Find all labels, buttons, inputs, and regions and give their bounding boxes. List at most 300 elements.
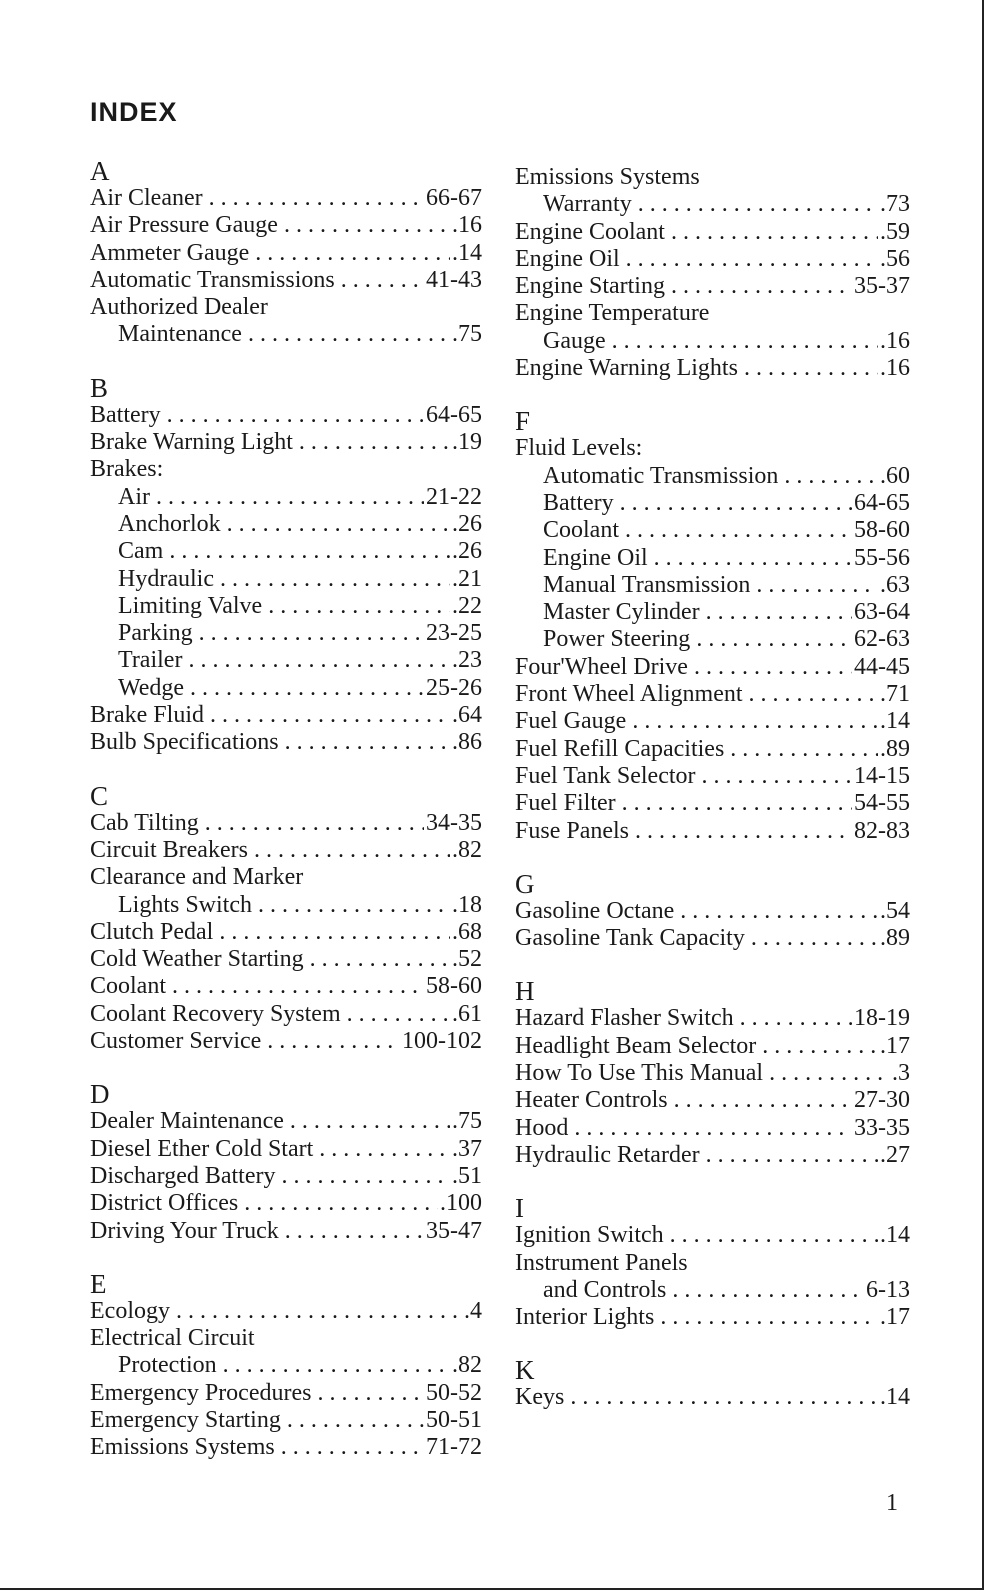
index-section (515, 1357, 910, 1411)
dot-leader (284, 212, 450, 239)
entry-label: Hood (515, 1114, 569, 1141)
index-entry (515, 1304, 910, 1331)
dot-leader (223, 1352, 450, 1379)
dot-leader (290, 1108, 450, 1135)
entry-page-ref: 18-19 (854, 1005, 910, 1032)
index-entry (90, 1325, 482, 1352)
entry-label: Hazard Flasher Switch (515, 1005, 734, 1032)
dot-leader (696, 626, 852, 653)
dot-leader (190, 675, 424, 702)
entry-label: Fuel Gauge (515, 708, 627, 735)
dot-leader (672, 1277, 864, 1304)
entry-label: Ammeter Gauge (90, 239, 250, 266)
dot-leader (625, 517, 852, 544)
dot-leader (281, 1434, 424, 1461)
index-entry (515, 763, 910, 790)
dot-leader (730, 736, 878, 763)
entry-label: Emergency Starting (90, 1406, 281, 1433)
entry-label: Fuel Tank Selector (515, 762, 696, 789)
entry-label: Coolant Recovery System (90, 1000, 341, 1027)
entry-page-ref: .27 (880, 1141, 910, 1168)
index-entry (515, 1033, 910, 1060)
index-entry (90, 240, 482, 267)
entry-label: Air Cleaner (90, 185, 203, 211)
entry-label: Brake Fluid (90, 702, 204, 729)
entry-page-ref: 25-26 (426, 674, 482, 701)
entry-page-ref: .21 (452, 565, 482, 592)
entry-label: Master Cylinder (543, 599, 700, 626)
entry-label: Circuit Breakers (90, 836, 248, 863)
index-entry (515, 708, 910, 735)
section-letter: F (515, 406, 531, 437)
entry-page-ref: 50-51 (426, 1406, 482, 1433)
entry-label: Cold Weather Starting (90, 946, 304, 973)
entry-page-ref: .14 (880, 708, 910, 735)
entry-label: Cam (118, 538, 164, 565)
entry-label: Engine Oil (543, 544, 648, 571)
dot-leader (620, 490, 852, 517)
index-entry (515, 1087, 910, 1114)
index-entry (90, 538, 482, 565)
entry-label: Electrical Circuit (90, 1325, 255, 1352)
dot-leader (210, 702, 450, 729)
index-section (90, 372, 482, 757)
dot-leader (209, 185, 424, 212)
section-letter: K (515, 1355, 535, 1386)
entry-label: Engine Coolant (515, 218, 665, 245)
index-entry (515, 1277, 910, 1304)
dot-leader (267, 1028, 400, 1055)
entry-label: Front Wheel Alignment (515, 681, 743, 708)
dot-leader (167, 402, 424, 429)
index-entry (515, 572, 910, 599)
index-entry (515, 1142, 910, 1169)
section-letter: E (90, 1268, 107, 1299)
dot-leader (635, 818, 852, 845)
entry-page-ref: 82-83 (854, 817, 910, 844)
entry-page-ref: 71-72 (426, 1434, 482, 1461)
index-section (515, 164, 910, 382)
section-letter: H (515, 976, 535, 1007)
dot-leader (660, 1304, 878, 1331)
entry-page-ref: 35-47 (426, 1217, 482, 1244)
entry-page-ref: 27-30 (854, 1087, 910, 1114)
entry-page-ref: 23-25 (426, 620, 482, 647)
dot-leader (769, 1060, 890, 1087)
entry-page-ref: 100-102 (402, 1028, 482, 1055)
dot-leader (756, 572, 878, 599)
index-entry (90, 919, 482, 946)
section-letter: A (90, 156, 110, 186)
index-entry (515, 355, 910, 382)
entry-label: Driving Your Truck (90, 1217, 279, 1244)
entry-label: Diesel Ether Cold Start (90, 1135, 314, 1162)
dot-leader (341, 267, 424, 294)
entry-page-ref: 63-64 (854, 599, 910, 626)
entry-label: Hydraulic Retarder (515, 1141, 700, 1168)
entry-page-ref: .82 (452, 1352, 482, 1379)
entry-page-ref: .64 (452, 702, 482, 729)
entry-label: Trailer (118, 647, 183, 674)
entry-page-ref: .4 (464, 1297, 482, 1324)
entry-label: Engine Temperature (515, 300, 710, 327)
dot-leader (285, 729, 450, 756)
dot-leader (622, 790, 852, 817)
entry-page-ref: .16 (452, 212, 482, 239)
entry-page-ref: .14 (452, 239, 482, 266)
entry-label: Authorized Dealer (90, 294, 268, 321)
entry-page-ref: .17 (880, 1032, 910, 1059)
index-entry (515, 273, 910, 300)
entry-label: Coolant (543, 517, 619, 544)
index-entry (515, 925, 910, 952)
index-entry (90, 1190, 482, 1217)
entry-page-ref: 64-65 (854, 489, 910, 516)
entry-page-ref: .16 (880, 327, 910, 354)
index-entry (90, 185, 482, 212)
entry-page-ref: .14 (880, 1384, 910, 1411)
index-entry (90, 1434, 482, 1461)
dot-leader (156, 484, 424, 511)
entry-page-ref: .73 (880, 191, 910, 218)
index-entry (515, 1222, 910, 1249)
index-section (515, 408, 910, 844)
entry-label: Engine Warning Lights (515, 355, 738, 382)
index-entry (90, 456, 482, 483)
dot-leader (574, 1115, 852, 1142)
dot-leader (287, 1407, 424, 1434)
dot-leader (258, 892, 450, 919)
entry-label: Automatic Transmissions (90, 266, 335, 293)
entry-label: Clearance and Marker (90, 864, 304, 891)
dot-leader (219, 919, 450, 946)
index-section (90, 780, 482, 1056)
index-entry (515, 898, 910, 925)
entry-label: Limiting Valve (118, 592, 263, 619)
dot-leader (702, 763, 852, 790)
index-entry (515, 219, 910, 246)
entry-label: Heater Controls (515, 1087, 668, 1114)
page-number: 1 (886, 1490, 898, 1516)
dot-leader (310, 946, 450, 973)
dot-leader (612, 328, 878, 355)
index-entry (515, 300, 910, 327)
index-entry (90, 864, 482, 891)
entry-label: Ignition Switch (515, 1222, 664, 1249)
index-entry (90, 702, 482, 729)
entry-page-ref: .19 (452, 429, 482, 456)
dot-leader (172, 973, 424, 1000)
entry-page-ref: .89 (880, 735, 910, 762)
entry-label: Protection (118, 1352, 217, 1379)
index-entry (90, 675, 482, 702)
index-entry (515, 1250, 910, 1277)
index-entry (90, 1136, 482, 1163)
entry-label: Fluid Levels: (515, 435, 643, 462)
entry-label: Brake Warning Light (90, 429, 293, 456)
index-entry (515, 736, 910, 763)
entry-label: Warranty (543, 191, 632, 218)
index-entry (515, 517, 910, 544)
index-entry (90, 620, 482, 647)
dot-leader (317, 1380, 424, 1407)
index-entry (90, 1108, 482, 1135)
index-section (515, 868, 910, 953)
index-entry (515, 328, 910, 355)
index-entry (515, 818, 910, 845)
index-entry (90, 946, 482, 973)
entry-page-ref: .52 (452, 946, 482, 973)
entry-page-ref: .100 (440, 1190, 482, 1217)
entry-label: Customer Service (90, 1028, 262, 1055)
entry-label: Cab Tilting (90, 809, 199, 836)
dot-leader (268, 593, 450, 620)
index-entry (515, 490, 910, 517)
dot-leader (299, 429, 450, 456)
entry-label: Headlight Beam Selector (515, 1032, 757, 1059)
entry-page-ref: .59 (880, 218, 910, 245)
dot-leader (227, 511, 450, 538)
section-letter: I (515, 1193, 524, 1224)
dot-leader (638, 191, 878, 218)
entry-page-ref: 62-63 (854, 626, 910, 653)
entry-label: Instrument Panels (515, 1249, 688, 1276)
index-entry (90, 429, 482, 456)
entry-label: Keys (515, 1384, 565, 1411)
index-entry (515, 626, 910, 653)
entry-label: Gasoline Tank Capacity (515, 925, 745, 952)
entry-page-ref: .22 (452, 592, 482, 619)
entry-page-ref: .17 (880, 1304, 910, 1331)
dot-leader (740, 1005, 852, 1032)
index-entry (90, 511, 482, 538)
index-entry (90, 1001, 482, 1028)
dot-leader (176, 1298, 462, 1325)
dot-leader (285, 1218, 424, 1245)
entry-label: Four'Wheel Drive (515, 653, 688, 680)
dot-leader (220, 566, 450, 593)
entry-page-ref: .37 (452, 1135, 482, 1162)
dot-leader (248, 321, 450, 348)
entry-label: Battery (90, 401, 161, 428)
index-entry (90, 294, 482, 321)
entry-page-ref: .89 (880, 925, 910, 952)
dot-leader (626, 246, 878, 273)
index-entry (515, 599, 910, 626)
index-entry (90, 484, 482, 511)
entry-page-ref: 58-60 (426, 973, 482, 1000)
index-section (515, 1195, 910, 1331)
dot-leader (706, 599, 852, 626)
entry-label: Air Pressure Gauge (90, 212, 278, 239)
dot-leader (762, 1033, 878, 1060)
index-entry (90, 973, 482, 1000)
dot-leader (254, 837, 450, 864)
index-entry (90, 1163, 482, 1190)
index-entry (90, 1352, 482, 1379)
index-entry (90, 1380, 482, 1407)
entry-page-ref: 50-52 (426, 1379, 482, 1406)
index-entry (90, 212, 482, 239)
entry-page-ref: .23 (452, 647, 482, 674)
entry-page-ref: .75 (452, 321, 482, 348)
index-entry (90, 1407, 482, 1434)
entry-label: Ecology (90, 1297, 170, 1324)
entry-page-ref: 21-22 (426, 483, 482, 510)
entry-page-ref: 44-45 (854, 653, 910, 680)
dot-leader (784, 463, 878, 490)
index-entry (515, 790, 910, 817)
dot-leader (749, 681, 878, 708)
entry-page-ref: 33-35 (854, 1114, 910, 1141)
entry-label: Clutch Pedal (90, 918, 214, 945)
index-entry (90, 1028, 482, 1055)
entry-label: Anchorlok (118, 510, 221, 537)
entry-label: Manual Transmission (543, 571, 751, 598)
dot-leader (347, 1001, 450, 1028)
dot-leader (654, 545, 852, 572)
entry-page-ref: .63 (880, 571, 910, 598)
entry-page-ref: .56 (880, 245, 910, 272)
dot-leader (706, 1142, 878, 1169)
dot-leader (674, 1087, 852, 1114)
entry-label: Emergency Procedures (90, 1379, 312, 1406)
index-entry (515, 654, 910, 681)
dot-leader (188, 647, 450, 674)
index-entry (515, 1060, 910, 1087)
section-letter: G (515, 868, 535, 899)
entry-page-ref: .61 (452, 1000, 482, 1027)
entry-label: Engine Starting (515, 273, 665, 300)
entry-page-ref: .82 (452, 836, 482, 863)
entry-page-ref: .86 (452, 729, 482, 756)
entry-label: Coolant (90, 973, 166, 1000)
index-entry (515, 681, 910, 708)
entry-page-ref: .26 (452, 538, 482, 565)
dot-leader (282, 1163, 451, 1190)
entry-label: Automatic Transmission (543, 462, 779, 489)
section-letter: D (90, 1079, 110, 1110)
index-section (515, 978, 910, 1169)
entry-label: Gasoline Octane (515, 897, 675, 924)
entry-page-ref: 55-56 (854, 544, 910, 571)
index-entry (90, 267, 482, 294)
dot-leader (694, 654, 852, 681)
index-column-left (90, 158, 482, 1488)
index-entry (515, 246, 910, 273)
index-entry (90, 837, 482, 864)
dot-leader (255, 240, 450, 267)
entry-page-ref: .26 (452, 510, 482, 537)
entry-page-ref: .16 (880, 355, 910, 382)
index-entry (90, 1218, 482, 1245)
entry-page-ref: .68 (452, 918, 482, 945)
entry-label: Fuel Filter (515, 790, 616, 817)
entry-page-ref: 66-67 (426, 185, 482, 211)
section-letter: B (90, 372, 109, 403)
entry-label: and Controls (543, 1276, 667, 1303)
entry-label: Fuse Panels (515, 817, 629, 844)
dot-leader (632, 708, 878, 735)
entry-label: Parking (118, 620, 193, 647)
entry-page-ref: .71 (880, 681, 910, 708)
entry-page-ref: .54 (880, 897, 910, 924)
entry-page-ref: 14-15 (854, 762, 910, 789)
entry-page-ref: .60 (880, 462, 910, 489)
dot-leader (570, 1384, 878, 1411)
index-entry (90, 1298, 482, 1325)
entry-label: Power Steering (543, 626, 691, 653)
entry-label: Dealer Maintenance (90, 1108, 284, 1135)
index-entry (90, 729, 482, 756)
index-entry (515, 1384, 910, 1411)
dot-leader (744, 355, 878, 382)
index-entry (90, 321, 482, 348)
entry-label: Emissions Systems (515, 164, 700, 190)
index-entry (515, 1115, 910, 1142)
entry-label: Discharged Battery (90, 1162, 276, 1189)
entry-page-ref: 64-65 (426, 401, 482, 428)
entry-label: Air (118, 483, 150, 510)
index-entry (90, 647, 482, 674)
dot-leader (319, 1136, 450, 1163)
index-section (90, 158, 482, 349)
entry-label: District Offices (90, 1190, 239, 1217)
index-section (90, 1268, 482, 1462)
entry-label: How To Use This Manual (515, 1060, 764, 1087)
entry-page-ref: 6-13 (866, 1276, 910, 1303)
entry-page-ref: .75 (452, 1108, 482, 1135)
section-letter: C (90, 780, 109, 811)
index-section (90, 1081, 482, 1244)
dot-leader (670, 1222, 878, 1249)
entry-page-ref: 34-35 (426, 809, 482, 836)
entry-label: Lights Switch (118, 891, 253, 918)
dot-leader (199, 620, 424, 647)
index-entry (515, 435, 910, 462)
index-entry (90, 566, 482, 593)
index-entry (515, 545, 910, 572)
index-entry (90, 892, 482, 919)
entry-label: Wedge (118, 674, 185, 701)
entry-label: Hydraulic (118, 565, 214, 592)
entry-label: Fuel Refill Capacities (515, 735, 725, 762)
entry-label: Engine Oil (515, 245, 620, 272)
dot-leader (205, 810, 424, 837)
index-column-right (515, 164, 910, 1438)
index-entry (90, 402, 482, 429)
entry-label: Battery (543, 489, 614, 516)
dot-leader (244, 1190, 438, 1217)
entry-page-ref: .3 (892, 1060, 910, 1087)
entry-page-ref: 54-55 (854, 790, 910, 817)
entry-page-ref: .14 (880, 1222, 910, 1249)
entry-page-ref: .18 (452, 891, 482, 918)
dot-leader (751, 925, 878, 952)
dot-leader (671, 219, 878, 246)
dot-leader (680, 898, 878, 925)
index-entry (515, 463, 910, 490)
entry-page-ref: .51 (452, 1162, 482, 1189)
entry-label: Interior Lights (515, 1304, 655, 1331)
entry-page-ref: 35-37 (854, 273, 910, 300)
entry-page-ref: 41-43 (426, 266, 482, 293)
entry-label: Emissions Systems (90, 1434, 275, 1461)
entry-label: Brakes: (90, 456, 164, 483)
index-entry (515, 1005, 910, 1032)
page-title: INDEX (90, 97, 178, 127)
entry-label: Gauge (543, 327, 606, 354)
